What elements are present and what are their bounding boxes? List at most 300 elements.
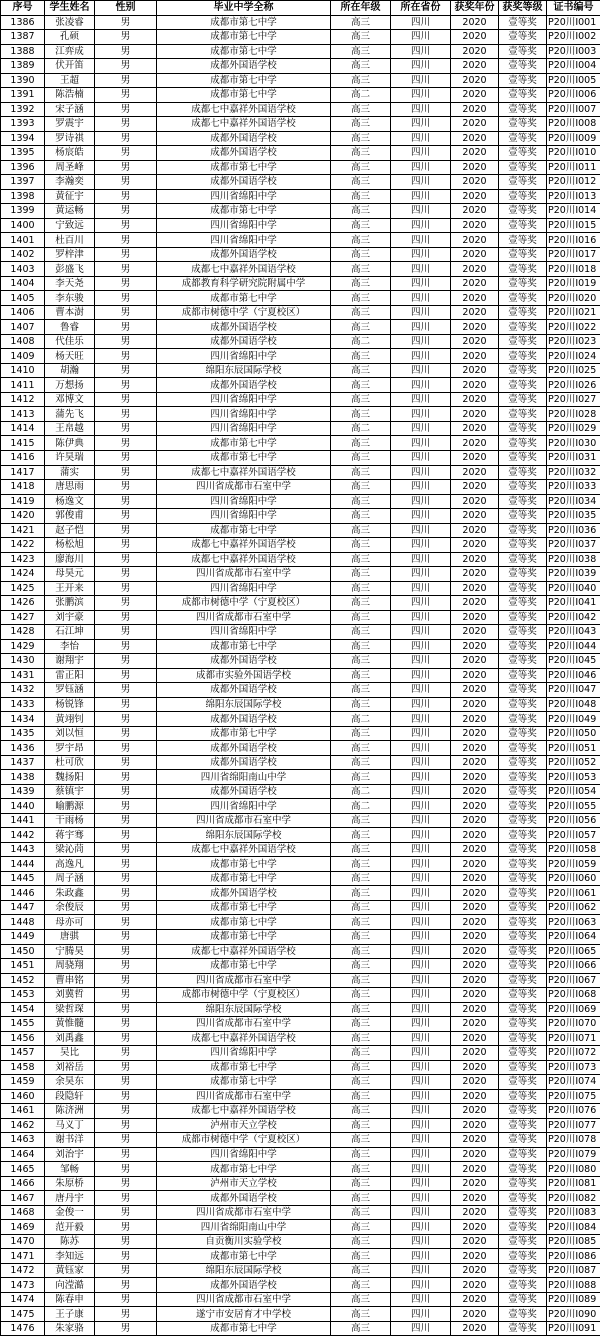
cell-grade: 高三 xyxy=(331,1075,391,1090)
cell-year: 2020 xyxy=(451,915,499,930)
cell-school: 成都市第七中学 xyxy=(157,160,331,175)
cell-level: 壹等奖 xyxy=(499,305,547,320)
cell-level: 壹等奖 xyxy=(499,30,547,45)
cell-level: 壹等奖 xyxy=(499,523,547,538)
cell-certificate: P20川I067 xyxy=(547,973,600,988)
cell-level: 壹等奖 xyxy=(499,1176,547,1191)
cell-name: 黄惟髓 xyxy=(45,1017,95,1032)
cell-gender: 男 xyxy=(95,668,157,683)
cell-index: 1454 xyxy=(1,1002,45,1017)
cell-year: 2020 xyxy=(451,668,499,683)
cell-school: 成都七中嘉祥外国语学校 xyxy=(157,538,331,553)
table-row xyxy=(1,363,600,378)
table-row xyxy=(1,320,600,335)
cell-level: 壹等奖 xyxy=(499,900,547,915)
cell-certificate: P20川I070 xyxy=(547,1017,600,1032)
cell-school: 成都外国语学校 xyxy=(157,1278,331,1293)
cell-school: 四川省成都市石室中学 xyxy=(157,1089,331,1104)
cell-index: 1467 xyxy=(1,1191,45,1206)
cell-grade: 高三 xyxy=(331,1220,391,1235)
cell-year: 2020 xyxy=(451,1176,499,1191)
cell-year: 2020 xyxy=(451,1205,499,1220)
cell-school: 自贡衡川实验学校 xyxy=(157,1234,331,1249)
table-row xyxy=(1,857,600,872)
cell-certificate: P20川I063 xyxy=(547,915,600,930)
table-row xyxy=(1,813,600,828)
table-row xyxy=(1,334,600,349)
table-row xyxy=(1,247,600,262)
cell-province: 四川 xyxy=(391,494,451,509)
cell-year: 2020 xyxy=(451,494,499,509)
cell-year: 2020 xyxy=(451,1220,499,1235)
cell-level: 壹等奖 xyxy=(499,581,547,596)
cell-gender: 男 xyxy=(95,421,157,436)
cell-index: 1439 xyxy=(1,784,45,799)
table-row xyxy=(1,421,600,436)
cell-school: 成都七中嘉祥外国语学校 xyxy=(157,102,331,117)
cell-year: 2020 xyxy=(451,944,499,959)
table-row xyxy=(1,959,600,974)
cell-level: 壹等奖 xyxy=(499,755,547,770)
cell-name: 余昊东 xyxy=(45,1075,95,1090)
cell-name: 陈春申 xyxy=(45,1292,95,1307)
table-row xyxy=(1,262,600,277)
cell-gender: 男 xyxy=(95,160,157,175)
cell-certificate: P20川I054 xyxy=(547,784,600,799)
cell-name: 王子康 xyxy=(45,1307,95,1322)
cell-grade: 高三 xyxy=(331,1060,391,1075)
cell-year: 2020 xyxy=(451,886,499,901)
cell-province: 四川 xyxy=(391,175,451,190)
cell-gender: 男 xyxy=(95,1060,157,1075)
cell-index: 1472 xyxy=(1,1263,45,1278)
cell-school: 成都外国语学校 xyxy=(157,247,331,262)
cell-grade: 高三 xyxy=(331,770,391,785)
cell-certificate: P20川I062 xyxy=(547,900,600,915)
cell-index: 1432 xyxy=(1,683,45,698)
cell-year: 2020 xyxy=(451,480,499,495)
cell-province: 四川 xyxy=(391,1031,451,1046)
cell-name: 梁沁茼 xyxy=(45,842,95,857)
cell-certificate: P20川I018 xyxy=(547,262,600,277)
cell-name: 宁腾昊 xyxy=(45,944,95,959)
cell-certificate: P20川I076 xyxy=(547,1104,600,1119)
cell-province: 四川 xyxy=(391,1017,451,1032)
cell-name: 杨逸文 xyxy=(45,494,95,509)
cell-index: 1408 xyxy=(1,334,45,349)
cell-grade: 高三 xyxy=(331,1162,391,1177)
cell-gender: 男 xyxy=(95,871,157,886)
cell-level: 壹等奖 xyxy=(499,886,547,901)
cell-province: 四川 xyxy=(391,407,451,422)
cell-certificate: P20川I057 xyxy=(547,828,600,843)
cell-school: 成都市第七中学 xyxy=(157,30,331,45)
cell-grade: 高三 xyxy=(331,610,391,625)
cell-school: 成都市第七中学 xyxy=(157,871,331,886)
cell-province: 四川 xyxy=(391,465,451,480)
cell-school: 成都市第七中学 xyxy=(157,15,331,30)
cell-certificate: P20川I058 xyxy=(547,842,600,857)
cell-school: 成都市第七中学 xyxy=(157,726,331,741)
cell-level: 壹等奖 xyxy=(499,160,547,175)
cell-certificate: P20川I002 xyxy=(547,30,600,45)
cell-gender: 男 xyxy=(95,1191,157,1206)
cell-school: 成都外国语学校 xyxy=(157,886,331,901)
cell-grade: 高三 xyxy=(331,1321,391,1336)
cell-name: 许昊瑞 xyxy=(45,450,95,465)
cell-grade: 高三 xyxy=(331,218,391,233)
cell-index: 1417 xyxy=(1,465,45,480)
table-row xyxy=(1,842,600,857)
cell-province: 四川 xyxy=(391,1060,451,1075)
cell-certificate: P20川I010 xyxy=(547,146,600,161)
cell-certificate: P20川I055 xyxy=(547,799,600,814)
cell-grade: 高三 xyxy=(331,842,391,857)
cell-province: 四川 xyxy=(391,436,451,451)
cell-province: 四川 xyxy=(391,654,451,669)
table-row xyxy=(1,639,600,654)
cell-year: 2020 xyxy=(451,160,499,175)
cell-level: 壹等奖 xyxy=(499,421,547,436)
table-row xyxy=(1,465,600,480)
cell-province: 四川 xyxy=(391,378,451,393)
cell-province: 四川 xyxy=(391,1249,451,1264)
cell-name: 万想扬 xyxy=(45,378,95,393)
cell-school: 成都七中嘉祥外国语学校 xyxy=(157,465,331,480)
cell-province: 四川 xyxy=(391,1307,451,1322)
table-row xyxy=(1,784,600,799)
cell-gender: 男 xyxy=(95,276,157,291)
cell-year: 2020 xyxy=(451,1104,499,1119)
cell-certificate: P20川I001 xyxy=(547,15,600,30)
cell-index: 1391 xyxy=(1,88,45,103)
cell-province: 四川 xyxy=(391,755,451,770)
cell-grade: 高三 xyxy=(331,857,391,872)
cell-year: 2020 xyxy=(451,378,499,393)
cell-gender: 男 xyxy=(95,1002,157,1017)
cell-level: 壹等奖 xyxy=(499,1220,547,1235)
cell-name: 雷正阳 xyxy=(45,668,95,683)
cell-province: 四川 xyxy=(391,581,451,596)
cell-year: 2020 xyxy=(451,871,499,886)
cell-province: 四川 xyxy=(391,509,451,524)
cell-certificate: P20川I052 xyxy=(547,755,600,770)
cell-name: 周子涵 xyxy=(45,871,95,886)
cell-grade: 高三 xyxy=(331,509,391,524)
cell-year: 2020 xyxy=(451,334,499,349)
cell-gender: 男 xyxy=(95,842,157,857)
table-row xyxy=(1,683,600,698)
table-row xyxy=(1,930,600,945)
cell-level: 壹等奖 xyxy=(499,291,547,306)
header-name: 学生姓名 xyxy=(45,1,95,16)
header-year: 获奖年份 xyxy=(451,1,499,16)
cell-grade: 高三 xyxy=(331,131,391,146)
cell-name: 周圣峰 xyxy=(45,160,95,175)
cell-school: 成都市第七中学 xyxy=(157,1075,331,1090)
cell-certificate: P20川I061 xyxy=(547,886,600,901)
cell-grade: 高三 xyxy=(331,915,391,930)
table-row xyxy=(1,1104,600,1119)
table-row xyxy=(1,276,600,291)
cell-year: 2020 xyxy=(451,1017,499,1032)
cell-gender: 男 xyxy=(95,465,157,480)
cell-certificate: P20川I079 xyxy=(547,1147,600,1162)
cell-certificate: P20川I086 xyxy=(547,1249,600,1264)
table-row xyxy=(1,799,600,814)
cell-year: 2020 xyxy=(451,407,499,422)
cell-year: 2020 xyxy=(451,567,499,582)
cell-certificate: P20川I025 xyxy=(547,363,600,378)
cell-level: 壹等奖 xyxy=(499,799,547,814)
cell-level: 壹等奖 xyxy=(499,944,547,959)
cell-grade: 高三 xyxy=(331,1249,391,1264)
cell-grade: 高三 xyxy=(331,552,391,567)
cell-school: 四川省成都市石室中学 xyxy=(157,1292,331,1307)
cell-grade: 高三 xyxy=(331,146,391,161)
cell-name: 刘冀哲 xyxy=(45,988,95,1003)
cell-level: 壹等奖 xyxy=(499,915,547,930)
cell-grade: 高三 xyxy=(331,1191,391,1206)
cell-gender: 男 xyxy=(95,494,157,509)
cell-year: 2020 xyxy=(451,1292,499,1307)
table-row xyxy=(1,770,600,785)
cell-certificate: P20川I072 xyxy=(547,1046,600,1061)
table-row xyxy=(1,581,600,596)
cell-index: 1463 xyxy=(1,1133,45,1148)
cell-index: 1388 xyxy=(1,44,45,59)
cell-province: 四川 xyxy=(391,1205,451,1220)
cell-province: 四川 xyxy=(391,392,451,407)
cell-certificate: P20川I021 xyxy=(547,305,600,320)
cell-year: 2020 xyxy=(451,436,499,451)
cell-year: 2020 xyxy=(451,842,499,857)
cell-certificate: P20川I051 xyxy=(547,741,600,756)
table-row xyxy=(1,726,600,741)
cell-level: 壹等奖 xyxy=(499,639,547,654)
cell-index: 1451 xyxy=(1,959,45,974)
cell-gender: 男 xyxy=(95,538,157,553)
cell-name: 刘禹鑫 xyxy=(45,1031,95,1046)
cell-grade: 高三 xyxy=(331,1002,391,1017)
cell-certificate: P20川I022 xyxy=(547,320,600,335)
cell-name: 鲁睿 xyxy=(45,320,95,335)
cell-school: 四川省绵阳中学 xyxy=(157,233,331,248)
cell-index: 1428 xyxy=(1,625,45,640)
cell-certificate: P20川I028 xyxy=(547,407,600,422)
cell-name: 杨宸皓 xyxy=(45,146,95,161)
cell-year: 2020 xyxy=(451,509,499,524)
cell-index: 1423 xyxy=(1,552,45,567)
cell-level: 壹等奖 xyxy=(499,334,547,349)
cell-level: 壹等奖 xyxy=(499,1205,547,1220)
cell-gender: 男 xyxy=(95,944,157,959)
cell-province: 四川 xyxy=(391,1176,451,1191)
table-row xyxy=(1,1017,600,1032)
cell-index: 1462 xyxy=(1,1118,45,1133)
cell-school: 成都七中嘉祥外国语学校 xyxy=(157,1031,331,1046)
cell-name: 金俊一 xyxy=(45,1205,95,1220)
cell-level: 壹等奖 xyxy=(499,1162,547,1177)
cell-school: 成都市第七中学 xyxy=(157,450,331,465)
cell-school: 成都外国语学校 xyxy=(157,784,331,799)
cell-gender: 男 xyxy=(95,654,157,669)
cell-certificate: P20川I040 xyxy=(547,581,600,596)
header-certificate: 证书编号 xyxy=(547,1,600,16)
cell-certificate: P20川I037 xyxy=(547,538,600,553)
cell-name: 范开毅 xyxy=(45,1220,95,1235)
cell-school: 四川省绵阳中学 xyxy=(157,1046,331,1061)
cell-gender: 男 xyxy=(95,407,157,422)
cell-gender: 男 xyxy=(95,552,157,567)
cell-province: 四川 xyxy=(391,1321,451,1336)
cell-certificate: P20川I030 xyxy=(547,436,600,451)
cell-name: 向滢澔 xyxy=(45,1278,95,1293)
cell-school: 绵阳东辰国际学校 xyxy=(157,363,331,378)
cell-school: 成都七中嘉祥外国语学校 xyxy=(157,262,331,277)
cell-province: 四川 xyxy=(391,73,451,88)
cell-certificate: P20川I007 xyxy=(547,102,600,117)
cell-grade: 高三 xyxy=(331,1263,391,1278)
cell-school: 成都市第七中学 xyxy=(157,1060,331,1075)
cell-level: 壹等奖 xyxy=(499,552,547,567)
cell-name: 杨天旺 xyxy=(45,349,95,364)
cell-index: 1445 xyxy=(1,871,45,886)
cell-level: 壹等奖 xyxy=(499,1321,547,1336)
cell-name: 代佳乐 xyxy=(45,334,95,349)
cell-certificate: P20川I088 xyxy=(547,1278,600,1293)
cell-grade: 高三 xyxy=(331,871,391,886)
cell-year: 2020 xyxy=(451,930,499,945)
cell-certificate: P20川I078 xyxy=(547,1133,600,1148)
cell-grade: 高三 xyxy=(331,59,391,74)
cell-province: 四川 xyxy=(391,1075,451,1090)
cell-grade: 高三 xyxy=(331,886,391,901)
table-row xyxy=(1,117,600,132)
cell-index: 1440 xyxy=(1,799,45,814)
cell-gender: 男 xyxy=(95,1075,157,1090)
cell-gender: 男 xyxy=(95,610,157,625)
cell-grade: 高三 xyxy=(331,1031,391,1046)
cell-year: 2020 xyxy=(451,770,499,785)
cell-certificate: P20川I039 xyxy=(547,567,600,582)
cell-province: 四川 xyxy=(391,88,451,103)
cell-level: 壹等奖 xyxy=(499,1046,547,1061)
cell-grade: 高三 xyxy=(331,930,391,945)
cell-gender: 男 xyxy=(95,1133,157,1148)
cell-grade: 高三 xyxy=(331,262,391,277)
cell-name: 伏开笛 xyxy=(45,59,95,74)
cell-index: 1422 xyxy=(1,538,45,553)
cell-school: 成都七中嘉祥外国语学校 xyxy=(157,117,331,132)
table-row xyxy=(1,523,600,538)
cell-name: 蒲先飞 xyxy=(45,407,95,422)
cell-name: 段隐轩 xyxy=(45,1089,95,1104)
cell-year: 2020 xyxy=(451,1147,499,1162)
cell-grade: 高三 xyxy=(331,189,391,204)
cell-certificate: P20川I068 xyxy=(547,988,600,1003)
table-row xyxy=(1,175,600,190)
cell-grade: 高三 xyxy=(331,654,391,669)
cell-index: 1452 xyxy=(1,973,45,988)
cell-school: 成都市第七中学 xyxy=(157,930,331,945)
cell-province: 四川 xyxy=(391,726,451,741)
cell-grade: 高三 xyxy=(331,305,391,320)
cell-province: 四川 xyxy=(391,44,451,59)
header-row xyxy=(1,1,600,16)
cell-index: 1437 xyxy=(1,755,45,770)
cell-level: 壹等奖 xyxy=(499,407,547,422)
cell-name: 邹畅 xyxy=(45,1162,95,1177)
table-row xyxy=(1,349,600,364)
cell-province: 四川 xyxy=(391,959,451,974)
cell-year: 2020 xyxy=(451,175,499,190)
cell-gender: 男 xyxy=(95,233,157,248)
table-row xyxy=(1,59,600,74)
cell-year: 2020 xyxy=(451,973,499,988)
cell-gender: 男 xyxy=(95,755,157,770)
cell-name: 杨松旭 xyxy=(45,538,95,553)
cell-certificate: P20川I012 xyxy=(547,175,600,190)
cell-level: 壹等奖 xyxy=(499,262,547,277)
cell-province: 四川 xyxy=(391,450,451,465)
cell-gender: 男 xyxy=(95,639,157,654)
cell-name: 王超 xyxy=(45,73,95,88)
cell-school: 成都外国语学校 xyxy=(157,146,331,161)
cell-certificate: P20川I035 xyxy=(547,509,600,524)
cell-index: 1394 xyxy=(1,131,45,146)
table-row xyxy=(1,509,600,524)
table-row xyxy=(1,407,600,422)
cell-certificate: P20川I060 xyxy=(547,871,600,886)
cell-province: 四川 xyxy=(391,900,451,915)
cell-gender: 男 xyxy=(95,1031,157,1046)
cell-level: 壹等奖 xyxy=(499,349,547,364)
cell-level: 壹等奖 xyxy=(499,828,547,843)
cell-province: 四川 xyxy=(391,610,451,625)
cell-province: 四川 xyxy=(391,1292,451,1307)
cell-grade: 高二 xyxy=(331,88,391,103)
cell-gender: 男 xyxy=(95,204,157,219)
cell-year: 2020 xyxy=(451,1263,499,1278)
cell-province: 四川 xyxy=(391,305,451,320)
cell-name: 朱政鑫 xyxy=(45,886,95,901)
cell-year: 2020 xyxy=(451,1278,499,1293)
cell-index: 1470 xyxy=(1,1234,45,1249)
cell-year: 2020 xyxy=(451,15,499,30)
cell-level: 壹等奖 xyxy=(499,871,547,886)
cell-school: 成都外国语学校 xyxy=(157,755,331,770)
cell-gender: 男 xyxy=(95,596,157,611)
cell-index: 1466 xyxy=(1,1176,45,1191)
cell-school: 遂宁市安居育才中学校 xyxy=(157,1307,331,1322)
cell-level: 壹等奖 xyxy=(499,1133,547,1148)
cell-province: 四川 xyxy=(391,567,451,582)
cell-level: 壹等奖 xyxy=(499,842,547,857)
cell-certificate: P20川I027 xyxy=(547,392,600,407)
cell-school: 四川省绵阳中学 xyxy=(157,494,331,509)
cell-school: 成都外国语学校 xyxy=(157,654,331,669)
cell-grade: 高三 xyxy=(331,1292,391,1307)
cell-school: 四川省绵阳中学 xyxy=(157,509,331,524)
cell-grade: 高三 xyxy=(331,1278,391,1293)
cell-school: 成都市第七中学 xyxy=(157,523,331,538)
cell-level: 壹等奖 xyxy=(499,770,547,785)
cell-level: 壹等奖 xyxy=(499,1292,547,1307)
cell-level: 壹等奖 xyxy=(499,959,547,974)
cell-level: 壹等奖 xyxy=(499,436,547,451)
cell-grade: 高三 xyxy=(331,291,391,306)
